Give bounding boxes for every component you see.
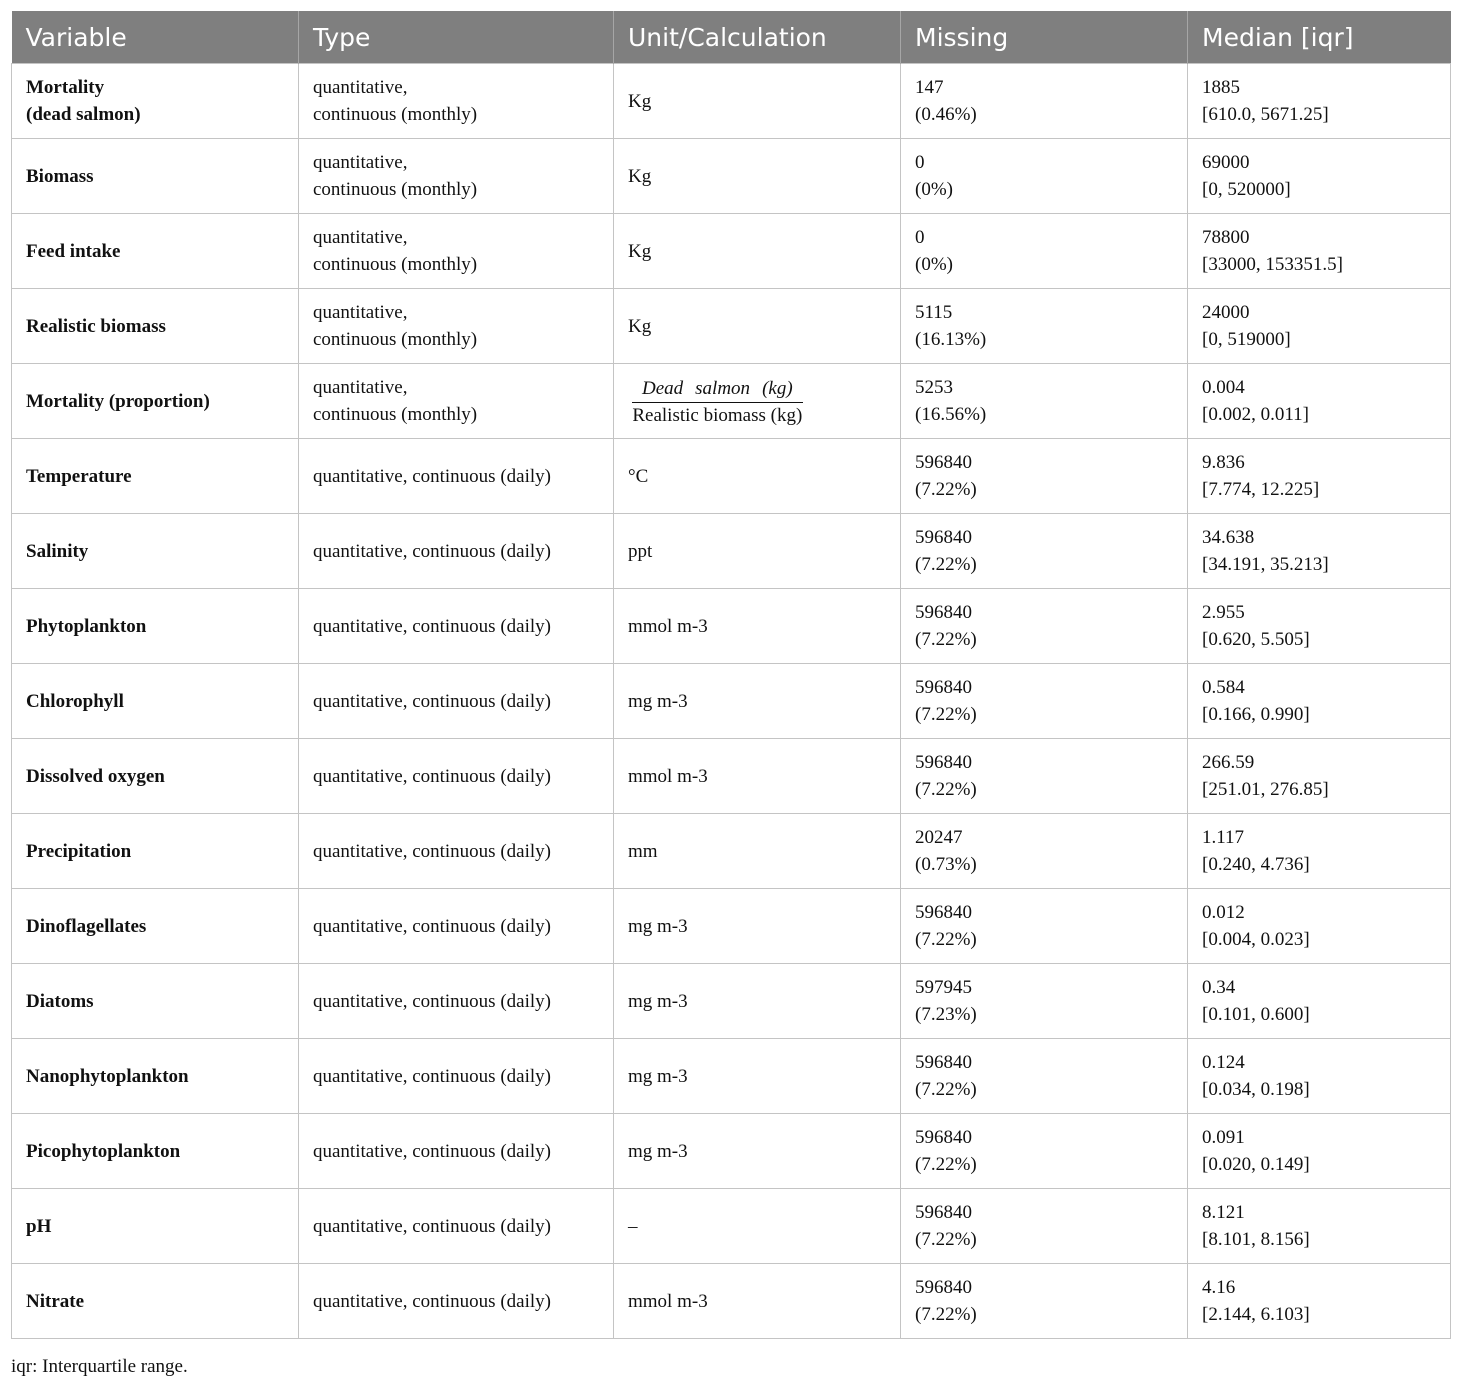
cell-line: 0.584 [1202,677,1245,698]
cell-line: quantitative, continuous (daily) [313,465,551,487]
missing-cell [901,214,1188,289]
cell-line: (dead salmon) [26,104,141,125]
missing-cell [901,364,1188,439]
cell-line: 596840 [915,1277,972,1298]
cell-line: (16.13%) [915,329,987,350]
cell-line: [33000, 153351.5] [1202,254,1343,275]
cell-line: 147 [915,77,944,98]
cell-line: Dinoflagellates [26,915,147,937]
table-row [12,1189,1451,1264]
type-cell [299,964,614,1039]
table-row [12,739,1451,814]
cell-line: 24000 [1202,302,1250,323]
unit-cell: mg m-3 [614,664,901,739]
cell-line: [0.020, 0.149] [1202,1154,1310,1175]
cell-line: 266.59 [1202,752,1255,773]
cell-line: (0%) [915,179,953,200]
cell-line: 596840 [915,677,972,698]
median-cell [1188,439,1451,514]
median-cell [1188,964,1451,1039]
cell-line: (7.23%) [915,1004,977,1025]
cell-line: [0, 520000] [1202,179,1291,200]
unit-cell: ppt [614,514,901,589]
cell-line: [0.101, 0.600] [1202,1004,1310,1025]
cell-line: [610.0, 5671.25] [1202,104,1329,125]
cell-line: 4.16 [1202,1277,1236,1298]
cell-line: [0.002, 0.011] [1202,404,1309,425]
cell-line: 1885 [1202,77,1240,98]
variable-cell [12,289,299,364]
cell-line: 69000 [1202,152,1250,173]
table-row [12,589,1451,664]
type-cell [299,814,614,889]
cell-line: quantitative, [313,377,408,398]
cell-line: Dissolved oxygen [26,765,165,787]
cell-line: 5253 [915,377,953,398]
header-row [12,11,1451,64]
median-cell [1188,1114,1451,1189]
fraction-denominator: Realistic biomass (kg) [632,404,803,426]
cell-line: quantitative, continuous (daily) [313,765,551,787]
missing-cell [901,514,1188,589]
cell-line: quantitative, continuous (daily) [313,990,551,1012]
variables-table-container [11,11,1450,1339]
cell-line: quantitative, continuous (daily) [313,1215,551,1237]
cell-line: 596840 [915,752,972,773]
header-median: Median [iqr] [1188,11,1451,64]
cell-line: quantitative, continuous (daily) [313,615,551,637]
cell-line: continuous (monthly) [313,179,478,200]
cell-line: [251.01, 276.85] [1202,779,1329,800]
median-cell [1188,589,1451,664]
cell-line: quantitative, [313,77,408,98]
cell-line: [7.774, 12.225] [1202,479,1320,500]
cell-line: quantitative, continuous (daily) [313,840,551,862]
table-row [12,439,1451,514]
cell-line: 8.121 [1202,1202,1245,1223]
cell-line: 0 [915,152,925,173]
table-row [12,1039,1451,1114]
table-row [12,889,1451,964]
unit-cell: mg m-3 [614,1114,901,1189]
type-cell [299,139,614,214]
median-cell [1188,1264,1451,1339]
cell-line: (7.22%) [915,929,977,950]
variable-cell [12,889,299,964]
fraction-numerator-word: Dead [642,377,684,399]
table-row [12,364,1451,439]
variable-cell [12,1189,299,1264]
type-cell [299,289,614,364]
type-cell [299,739,614,814]
cell-line: (7.22%) [915,704,977,725]
cell-line: (7.22%) [915,554,977,575]
unit-cell: Kg [614,64,901,139]
header-unit: Unit/Calculation [614,11,901,64]
variable-cell [12,214,299,289]
missing-cell [901,289,1188,364]
cell-line: [8.101, 8.156] [1202,1229,1310,1250]
median-cell [1188,739,1451,814]
cell-line: [0.034, 0.198] [1202,1079,1310,1100]
cell-line: Feed intake [26,240,121,262]
variables-table [11,11,1451,1339]
missing-cell [901,139,1188,214]
variable-cell [12,1264,299,1339]
fraction-numerator-word: salmon [695,377,751,399]
type-cell [299,1264,614,1339]
mortality-fraction [632,377,803,428]
unit-cell: Kg [614,289,901,364]
median-cell [1188,1039,1451,1114]
cell-line: (7.22%) [915,479,977,500]
unit-cell: °C [614,439,901,514]
variable-cell [12,439,299,514]
cell-line: continuous (monthly) [313,329,478,350]
cell-line: 0.124 [1202,1052,1245,1073]
cell-line: 1.117 [1202,827,1245,848]
cell-line: Diatoms [26,990,94,1012]
unit-cell: mmol m-3 [614,1264,901,1339]
cell-line: [0.620, 5.505] [1202,629,1310,650]
cell-line: 596840 [915,902,972,923]
unit-cell: mg m-3 [614,964,901,1039]
cell-line: (16.56%) [915,404,987,425]
table-row [12,1264,1451,1339]
median-cell [1188,1189,1451,1264]
cell-line: (0.73%) [915,854,977,875]
cell-line: (0.46%) [915,104,977,125]
variable-cell [12,589,299,664]
cell-line: Mortality (proportion) [26,390,210,412]
cell-line: quantitative, continuous (daily) [313,1065,551,1087]
cell-line: quantitative, continuous (daily) [313,915,551,937]
cell-line: quantitative, continuous (daily) [313,1290,551,1312]
missing-cell [901,1189,1188,1264]
type-cell [299,439,614,514]
cell-line: [34.191, 35.213] [1202,554,1329,575]
missing-cell [901,1264,1188,1339]
cell-line: quantitative, continuous (daily) [313,540,551,562]
cell-line: [0.166, 0.990] [1202,704,1310,725]
missing-cell [901,739,1188,814]
cell-line: Temperature [26,465,132,487]
unit-cell: mm [614,814,901,889]
cell-line: Nanophytoplankton [26,1065,189,1087]
cell-line: quantitative, continuous (daily) [313,690,551,712]
cell-line: (7.22%) [915,1304,977,1325]
cell-line: (7.22%) [915,1154,977,1175]
variable-cell [12,739,299,814]
missing-cell [901,964,1188,1039]
table-row [12,664,1451,739]
median-cell [1188,814,1451,889]
type-cell [299,1039,614,1114]
cell-line: 596840 [915,1202,972,1223]
header-type: Type [299,11,614,64]
type-cell [299,514,614,589]
header-variable: Variable [12,11,299,64]
median-cell [1188,364,1451,439]
type-cell [299,889,614,964]
cell-line: 596840 [915,527,972,548]
table-row [12,64,1451,139]
cell-line: 34.638 [1202,527,1255,548]
cell-line: 78800 [1202,227,1250,248]
cell-line: pH [26,1215,52,1237]
cell-line: (7.22%) [915,1229,977,1250]
table-row [12,964,1451,1039]
unit-cell: – [614,1189,901,1264]
cell-line: 596840 [915,602,972,623]
variable-cell [12,814,299,889]
missing-cell [901,814,1188,889]
cell-line: Salinity [26,540,89,562]
table-header [12,11,1451,64]
cell-line: 596840 [915,1052,972,1073]
median-cell [1188,664,1451,739]
type-cell [299,64,614,139]
cell-line: Chlorophyll [26,690,124,712]
cell-line: continuous (monthly) [313,104,478,125]
unit-cell: Kg [614,139,901,214]
cell-line: 0.091 [1202,1127,1245,1148]
unit-cell: mg m-3 [614,1039,901,1114]
type-cell [299,1189,614,1264]
table-row [12,139,1451,214]
cell-line: [0.004, 0.023] [1202,929,1310,950]
cell-line: (7.22%) [915,779,977,800]
cell-line: (0%) [915,254,953,275]
cell-line: continuous (monthly) [313,404,478,425]
cell-line: [0.240, 4.736] [1202,854,1310,875]
variable-cell [12,139,299,214]
cell-line: 0 [915,227,925,248]
unit-cell: mmol m-3 [614,739,901,814]
unit-cell: Kg [614,214,901,289]
unit-cell: mmol m-3 [614,589,901,664]
unit-cell [614,364,901,439]
table-row [12,814,1451,889]
missing-cell [901,1114,1188,1189]
unit-cell: mg m-3 [614,889,901,964]
median-cell [1188,64,1451,139]
variable-cell [12,964,299,1039]
variable-cell [12,1114,299,1189]
table-row [12,1114,1451,1189]
missing-cell [901,64,1188,139]
cell-line: Precipitation [26,840,132,862]
cell-line: Picophytoplankton [26,1140,181,1162]
cell-line: Realistic biomass [26,315,166,337]
cell-line: quantitative, [313,152,408,173]
median-cell [1188,289,1451,364]
table-footnote: iqr: Interquartile range. [11,1356,188,1377]
cell-line: quantitative, [313,227,408,248]
cell-line: continuous (monthly) [313,254,478,275]
table-row [12,214,1451,289]
cell-line: 5115 [915,302,953,323]
cell-line: (7.22%) [915,1079,977,1100]
cell-line: 0.012 [1202,902,1245,923]
cell-line: (7.22%) [915,629,977,650]
missing-cell [901,589,1188,664]
cell-line: 597945 [915,977,972,998]
cell-line: Nitrate [26,1290,85,1312]
table-body [12,64,1451,1339]
missing-cell [901,889,1188,964]
missing-cell [901,664,1188,739]
table-row [12,289,1451,364]
variable-cell [12,364,299,439]
fraction-numerator [632,377,803,403]
variable-cell [12,1039,299,1114]
median-cell [1188,514,1451,589]
median-cell [1188,214,1451,289]
table-row [12,514,1451,589]
cell-line: [2.144, 6.103] [1202,1304,1310,1325]
variable-cell [12,514,299,589]
cell-line: [0, 519000] [1202,329,1291,350]
cell-line: quantitative, continuous (daily) [313,1140,551,1162]
type-cell [299,1114,614,1189]
cell-line: 9.836 [1202,452,1245,473]
cell-line: quantitative, [313,302,408,323]
missing-cell [901,1039,1188,1114]
median-cell [1188,139,1451,214]
cell-line: 2.955 [1202,602,1245,623]
type-cell [299,364,614,439]
cell-line: Biomass [26,165,94,187]
cell-line: 0.004 [1202,377,1245,398]
header-missing: Missing [901,11,1188,64]
median-cell [1188,889,1451,964]
cell-line: 596840 [915,452,972,473]
type-cell [299,664,614,739]
cell-line: 0.34 [1202,977,1236,998]
cell-line: Mortality [26,77,105,98]
variable-cell [12,64,299,139]
type-cell [299,589,614,664]
missing-cell [901,439,1188,514]
cell-line: Phytoplankton [26,615,147,637]
type-cell [299,214,614,289]
cell-line: 20247 [915,827,963,848]
variable-cell [12,664,299,739]
cell-line: 596840 [915,1127,972,1148]
fraction-numerator-word: (kg) [762,377,793,399]
